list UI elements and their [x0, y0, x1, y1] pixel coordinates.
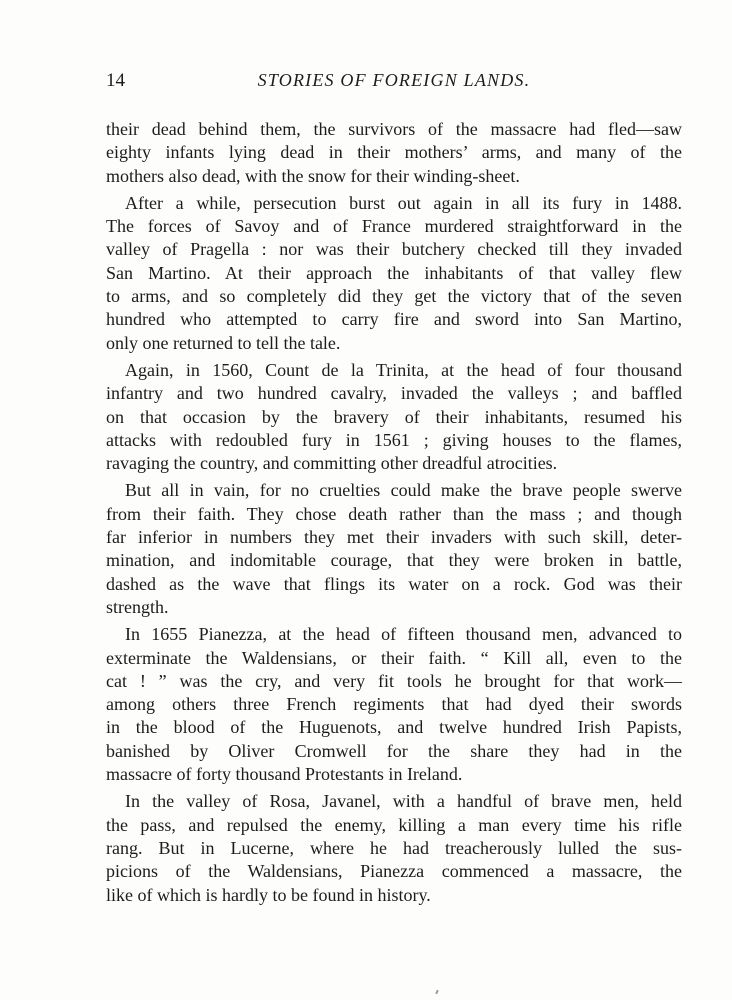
- paragraph: [106, 192, 682, 355]
- text-line: Again, in 1560, Count de la Trinita, at the head of four thousand: [125, 359, 682, 380]
- paragraph: [106, 359, 682, 475]
- text-line: on that occasion by the bravery of their inhabitants, resumed his: [106, 406, 682, 427]
- paragraph: [106, 623, 682, 786]
- text-line: among others three French regiments that had dyed their swords: [106, 694, 682, 715]
- text-line: San Martino. At their approach the inhabitants of that valley flew: [106, 262, 682, 283]
- text-line: rang. But in Lucerne, where he had treacherously lulled the sus-: [106, 837, 682, 858]
- text-line: After a while, persecution burst out again in all its fury in 1488.: [125, 192, 682, 213]
- body-text: [106, 118, 682, 911]
- text-line: hundred who attempted to carry fire and sword into San Martino,: [106, 309, 682, 330]
- text-line: in the blood of the Huguenots, and twelve hundred Irish Papists,: [106, 717, 682, 738]
- text-line: far inferior in numbers they met their invaders with such skill, deter-: [106, 527, 682, 548]
- text-line: from their faith. They chose death rather than the mass ; and though: [106, 503, 682, 524]
- text-line: attacks with redoubled fury in 1561 ; giving houses to the flames,: [106, 429, 682, 450]
- text-line: cat ! ” was the cry, and very fit tools he brought for that work—: [106, 670, 682, 691]
- text-line: to arms, and so completely did they get the victory that of the seven: [106, 286, 682, 307]
- text-line: infantry and two hundred cavalry, invaded the valleys ; and baffled: [106, 383, 682, 404]
- text-line: In the valley of Rosa, Javanel, with a handful of brave men, held: [125, 791, 682, 812]
- text-line: exterminate the Waldensians, or their faith. “ Kill all, even to the: [106, 647, 682, 668]
- text-line: like of which is hardly to be found in history.: [106, 884, 431, 905]
- paper-speck: [435, 990, 439, 994]
- text-line: But all in vain, for no cruelties could make the brave people swerve: [125, 480, 682, 501]
- text-line: picions of the Waldensians, Pianezza commenced a massacre, the: [106, 861, 682, 882]
- text-line: massacre of forty thousand Protestants in Ireland.: [106, 764, 463, 785]
- text-line: dashed as the wave that flings its water on a rock. God was their: [106, 573, 682, 594]
- page-header: [106, 70, 682, 96]
- text-line: valley of Pragella : nor was their butchery checked till they invaded: [106, 239, 682, 260]
- text-line: In 1655 Pianezza, at the head of fifteen thousand men, advanced to: [125, 624, 682, 645]
- text-line: their dead behind them, the survivors of the massacre had fled—saw: [106, 119, 682, 139]
- page-number: 14: [106, 70, 125, 91]
- text-line: mination, and indomitable courage, that they were broken in battle,: [106, 550, 682, 571]
- running-title: STORIES OF FOREIGN LANDS.: [257, 70, 531, 90]
- text-line: The forces of Savoy and of France murdered straightforward in the: [106, 216, 682, 237]
- text-line: strength.: [106, 596, 169, 617]
- paragraph: [106, 118, 682, 188]
- text-line: eighty infants lying dead in their mothers’ arms, and many of the: [106, 142, 682, 163]
- text-line: ravaging the country, and committing other dreadful atrocities.: [106, 453, 558, 474]
- text-line: the pass, and repulsed the enemy, killing a man every time his rifle: [106, 814, 682, 835]
- paragraph: [106, 790, 682, 906]
- text-line: banished by Oliver Cromwell for the share they had in the: [106, 740, 682, 761]
- paragraph: [106, 479, 682, 619]
- text-line: mothers also dead, with the snow for their winding-sheet.: [106, 165, 520, 186]
- text-line: only one returned to tell the tale.: [106, 332, 341, 353]
